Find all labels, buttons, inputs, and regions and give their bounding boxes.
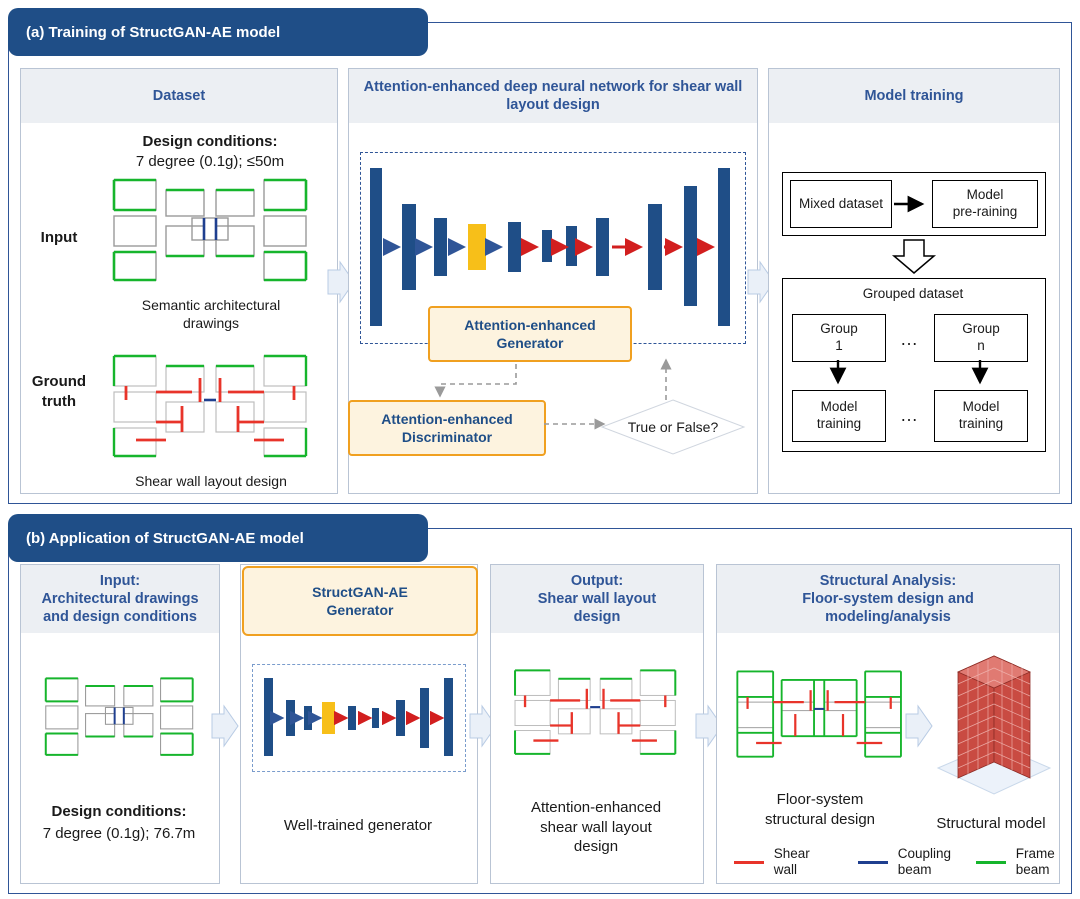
app-output-column-header <box>491 565 703 633</box>
group-n-box <box>934 314 1028 362</box>
app-output-caption-line1: Attention-enhanced <box>530 799 662 816</box>
app-output-heading-line1: Output: <box>570 572 624 589</box>
generator-label-line2: Generator <box>496 335 564 351</box>
app-analysis-heading-line1: Structural Analysis: <box>819 572 957 589</box>
generator-label-line1: Attention-enhanced <box>464 316 596 333</box>
model-pretraining-line1: Model <box>966 187 1004 203</box>
semantic-architectural-drawing <box>96 172 326 292</box>
app-output-drawing <box>500 648 692 788</box>
true-or-false-label: True or False? <box>627 419 719 435</box>
network-column-header <box>349 69 757 123</box>
true-or-false-decision <box>600 398 746 456</box>
app-output-caption <box>490 798 702 857</box>
model-training-heading: Model training <box>864 87 964 104</box>
legend-coupling-beam-line1: Coupling <box>897 846 952 861</box>
input-caption-line1: Semantic architectural <box>141 297 281 313</box>
section-b-title-tab <box>8 514 428 562</box>
network-heading: Attention-enhanced deep neural network for shear wall layout design <box>363 78 743 113</box>
structural-model-3d <box>932 644 1056 800</box>
mixed-dataset-box <box>790 180 892 228</box>
app-analysis-column-header <box>717 565 1059 633</box>
model-pretraining-line2: pre-raining <box>952 204 1018 219</box>
legend-coupling-beam-line2: beam <box>897 862 932 878</box>
section-a-title-tab <box>8 8 428 56</box>
ground-truth-label <box>14 372 104 411</box>
app-output-caption-line2: shear wall layout <box>540 818 652 836</box>
app-output-caption-line3: design <box>573 838 619 855</box>
discriminator-label-line1: Attention-enhanced <box>381 410 513 427</box>
shear-wall-layout-drawing <box>96 348 326 468</box>
arrow-input-to-generator <box>212 706 238 746</box>
down-block-arrow <box>892 240 936 274</box>
legend-shear-wall-line1: Shear <box>773 846 810 861</box>
app-output-heading-line2: Shear wall layout <box>537 590 657 607</box>
group-1-box <box>792 314 886 362</box>
input-label: Input <box>40 229 78 246</box>
app-generator-heading-line1: StructGAN-AE <box>312 583 408 600</box>
legend-frame-beam <box>976 846 1080 878</box>
app-design-conditions-value: 7 degree (0.1g); 76.7m <box>42 825 196 842</box>
section-a-title: (a) Training of StructGAN-AE model <box>26 23 281 41</box>
app-design-conditions-title: Design conditions: <box>51 803 187 820</box>
ground-truth-caption: Shear wall layout design <box>135 473 287 489</box>
app-generator-caption: Well-trained generator <box>283 817 433 834</box>
app-analysis-heading-line3: modeling/analysis <box>825 609 951 626</box>
group-n-line1: Group <box>962 321 1000 337</box>
legend-coupling-beam <box>858 846 988 878</box>
dataset-column-header <box>21 69 337 123</box>
legend-shear-wall-swatch <box>734 861 764 864</box>
input-caption <box>96 296 326 332</box>
legend-coupling-beam-swatch <box>858 861 888 864</box>
floor-system-caption <box>722 790 918 829</box>
section-b-title: (b) Application of StructGAN-AE model <box>26 529 304 547</box>
app-input-column-header <box>21 565 219 633</box>
discriminator-label-line2: Discriminator <box>401 429 493 445</box>
app-input-heading-line2: Architectural drawings <box>41 590 199 607</box>
group-1-line2: 1 <box>835 338 843 353</box>
group-ellipsis-bottom: … <box>900 405 918 425</box>
app-input-heading-line1: Input: <box>99 572 141 589</box>
ground-truth-label-line1: Ground <box>31 373 87 390</box>
dataset-heading: Dataset <box>152 87 206 104</box>
arrow-floor-to-structural-model <box>906 706 932 746</box>
design-conditions-value: 7 degree (0.1g); ≤50m <box>135 153 285 170</box>
design-conditions-title: Design conditions: <box>142 133 278 150</box>
model-training-1-box <box>792 390 886 442</box>
model-pretraining-box <box>932 180 1038 228</box>
mixed-dataset-label: Mixed dataset <box>798 195 884 211</box>
floor-system-drawing <box>722 648 918 792</box>
legend-shear-wall <box>734 846 854 878</box>
group-n-line2: n <box>977 338 985 353</box>
grouped-dataset-label: Grouped dataset <box>862 286 964 301</box>
model-training-n-line2: training <box>958 416 1004 431</box>
structgan-generator-header <box>242 566 478 636</box>
floor-system-caption-line2: structural design <box>764 810 876 828</box>
group-ellipsis-top: … <box>900 329 918 349</box>
app-output-heading-line3: design <box>573 609 621 626</box>
legend-frame-beam-swatch <box>976 861 1006 864</box>
app-analysis-heading-line2: Floor-system design and <box>802 590 974 607</box>
floor-system-caption-line1: Floor-system <box>776 791 864 808</box>
app-generator-heading-line2: Generator <box>326 602 394 618</box>
legend-frame-beam-line1: Frame <box>1015 846 1055 861</box>
mixed-to-pretraining-arrow <box>892 196 932 212</box>
app-input-drawing <box>32 652 208 792</box>
app-input-heading-line3: and design conditions <box>43 609 197 626</box>
model-training-n-box <box>934 390 1028 442</box>
network-flow-arrows <box>360 236 740 260</box>
model-training-1-line1: Model <box>820 399 858 415</box>
group-1-line1: Group <box>820 321 858 337</box>
group-to-training-arrows <box>782 358 1044 394</box>
model-training-1-line2: training <box>816 416 862 431</box>
input-caption-line2: drawings <box>182 315 240 332</box>
model-training-column-header <box>769 69 1059 123</box>
model-training-n-line1: Model <box>962 399 1000 415</box>
legend-frame-beam-line2: beam <box>1015 862 1050 878</box>
app-network-flow-arrows <box>254 710 464 728</box>
legend-shear-wall-line2: wall <box>773 862 798 878</box>
structural-model-caption: Structural model <box>936 815 1046 832</box>
ground-truth-label-line2: truth <box>41 392 77 410</box>
